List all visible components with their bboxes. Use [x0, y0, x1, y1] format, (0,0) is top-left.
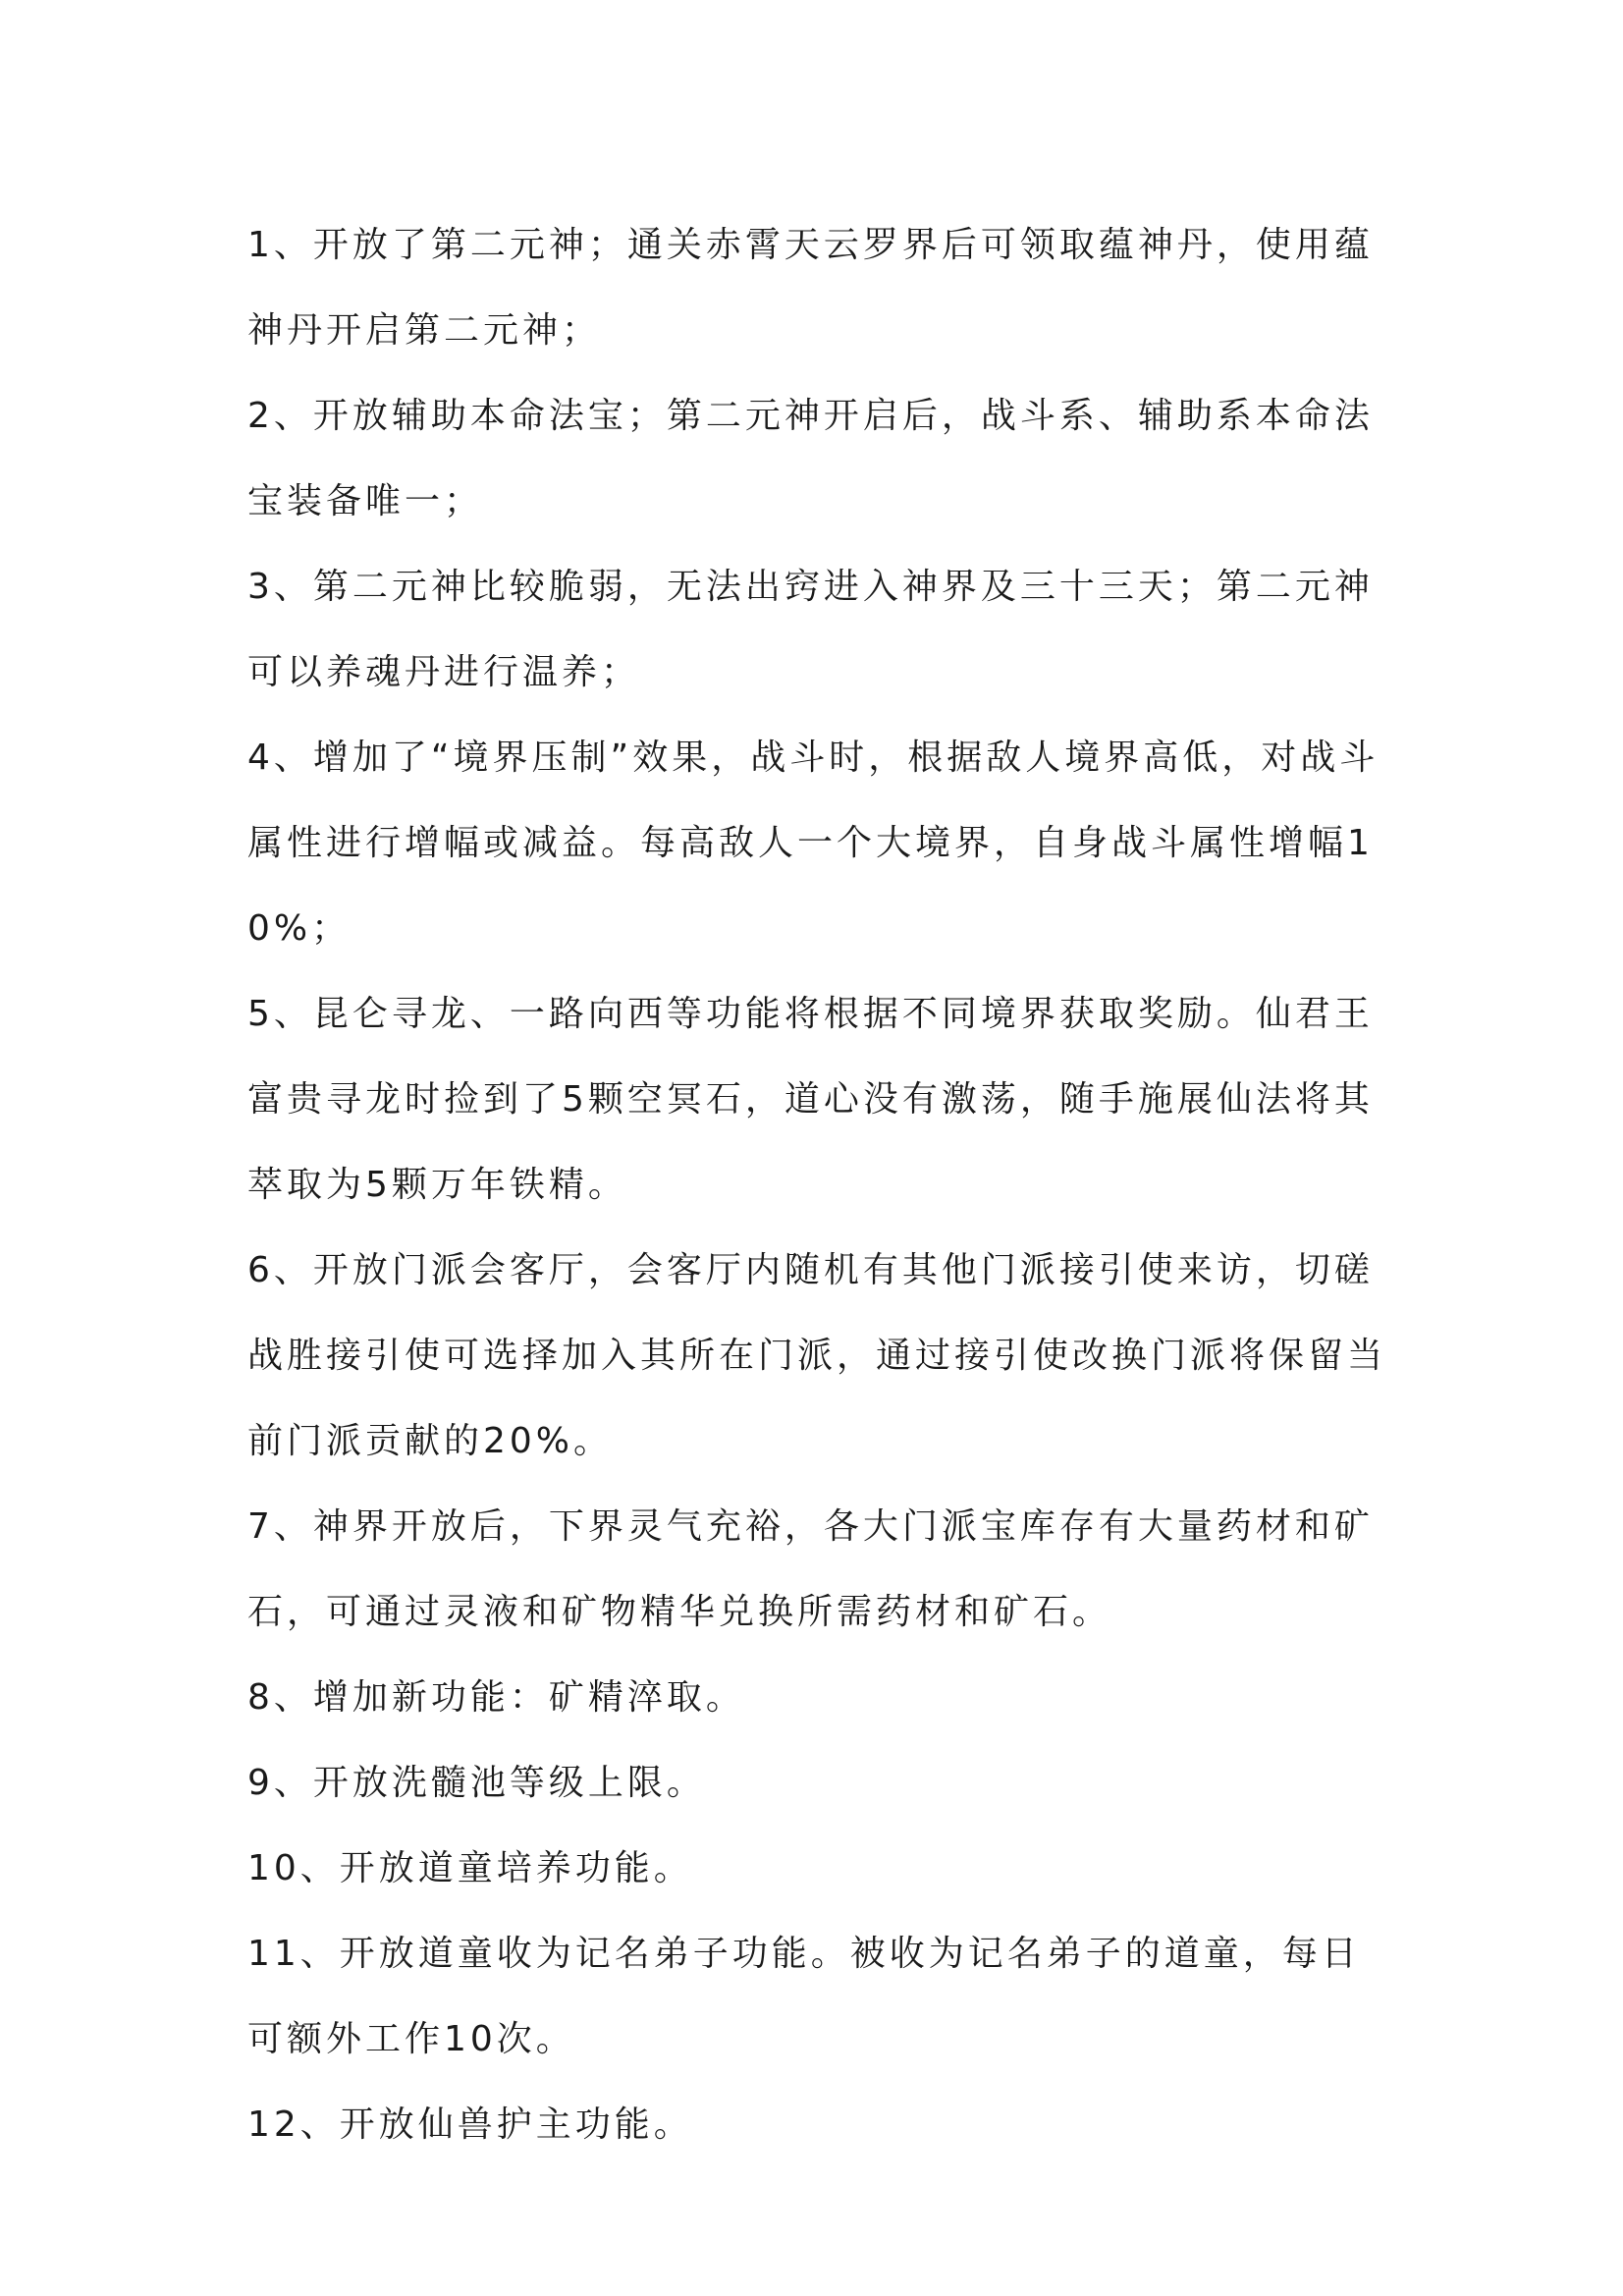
list-item-12: 12、开放仙兽护主功能。	[247, 2105, 693, 2145]
list-item-11: 11、开放道童收为记名弟子功能。被收为记名弟子的道童，每日可额外工作10次。	[247, 1934, 1361, 2059]
list-item-7: 7、神界开放后，下界灵气充裕，各大门派宝库存有大量药材和矿石，可通过灵液和矿物精华兑换所需药材和矿石。	[247, 1506, 1374, 1632]
list-item-3: 3、第二元神比较脆弱，无法出窍进入神界及三十三天；第二元神可以养魂丹进行温养；	[247, 567, 1374, 692]
list-item-2: 2、开放辅助本命法宝；第二元神开启后，战斗系、辅助系本命法宝装备唯一；	[247, 396, 1374, 521]
list-item-6: 6、开放门派会客厅，会客厅内随机有其他门派接引使来访，切磋战胜接引使可选择加入其所在门派，通过接引使改换门派将保留当前门派贡献的20%。	[247, 1250, 1387, 1461]
document-body	[247, 202, 1396, 2167]
list-item-5: 5、昆仑寻龙、一路向西等功能将根据不同境界获取奖励。仙君王富贵寻龙时捡到了5颗空冥石，道心没有激荡，随手施展仙法将其萃取为5颗万年铁精。	[247, 994, 1374, 1205]
list-item-1: 1、开放了第二元神；通关赤霄天云罗界后可领取蕴神丹，使用蕴神丹开启第二元神；	[247, 225, 1374, 351]
list-item-10: 10、开放道童培养功能。	[247, 1848, 693, 1888]
list-item-8: 8、增加新功能：矿精淬取。	[247, 1677, 745, 1718]
list-item-4: 4、增加了“境界压制”效果，战斗时，根据敌人境界高低，对战斗属性进行增幅或减益。每高敌人一个大境界，自身战斗属性增幅10%；	[247, 738, 1380, 949]
list-item-9: 9、开放洗髓池等级上限。	[247, 1763, 706, 1803]
